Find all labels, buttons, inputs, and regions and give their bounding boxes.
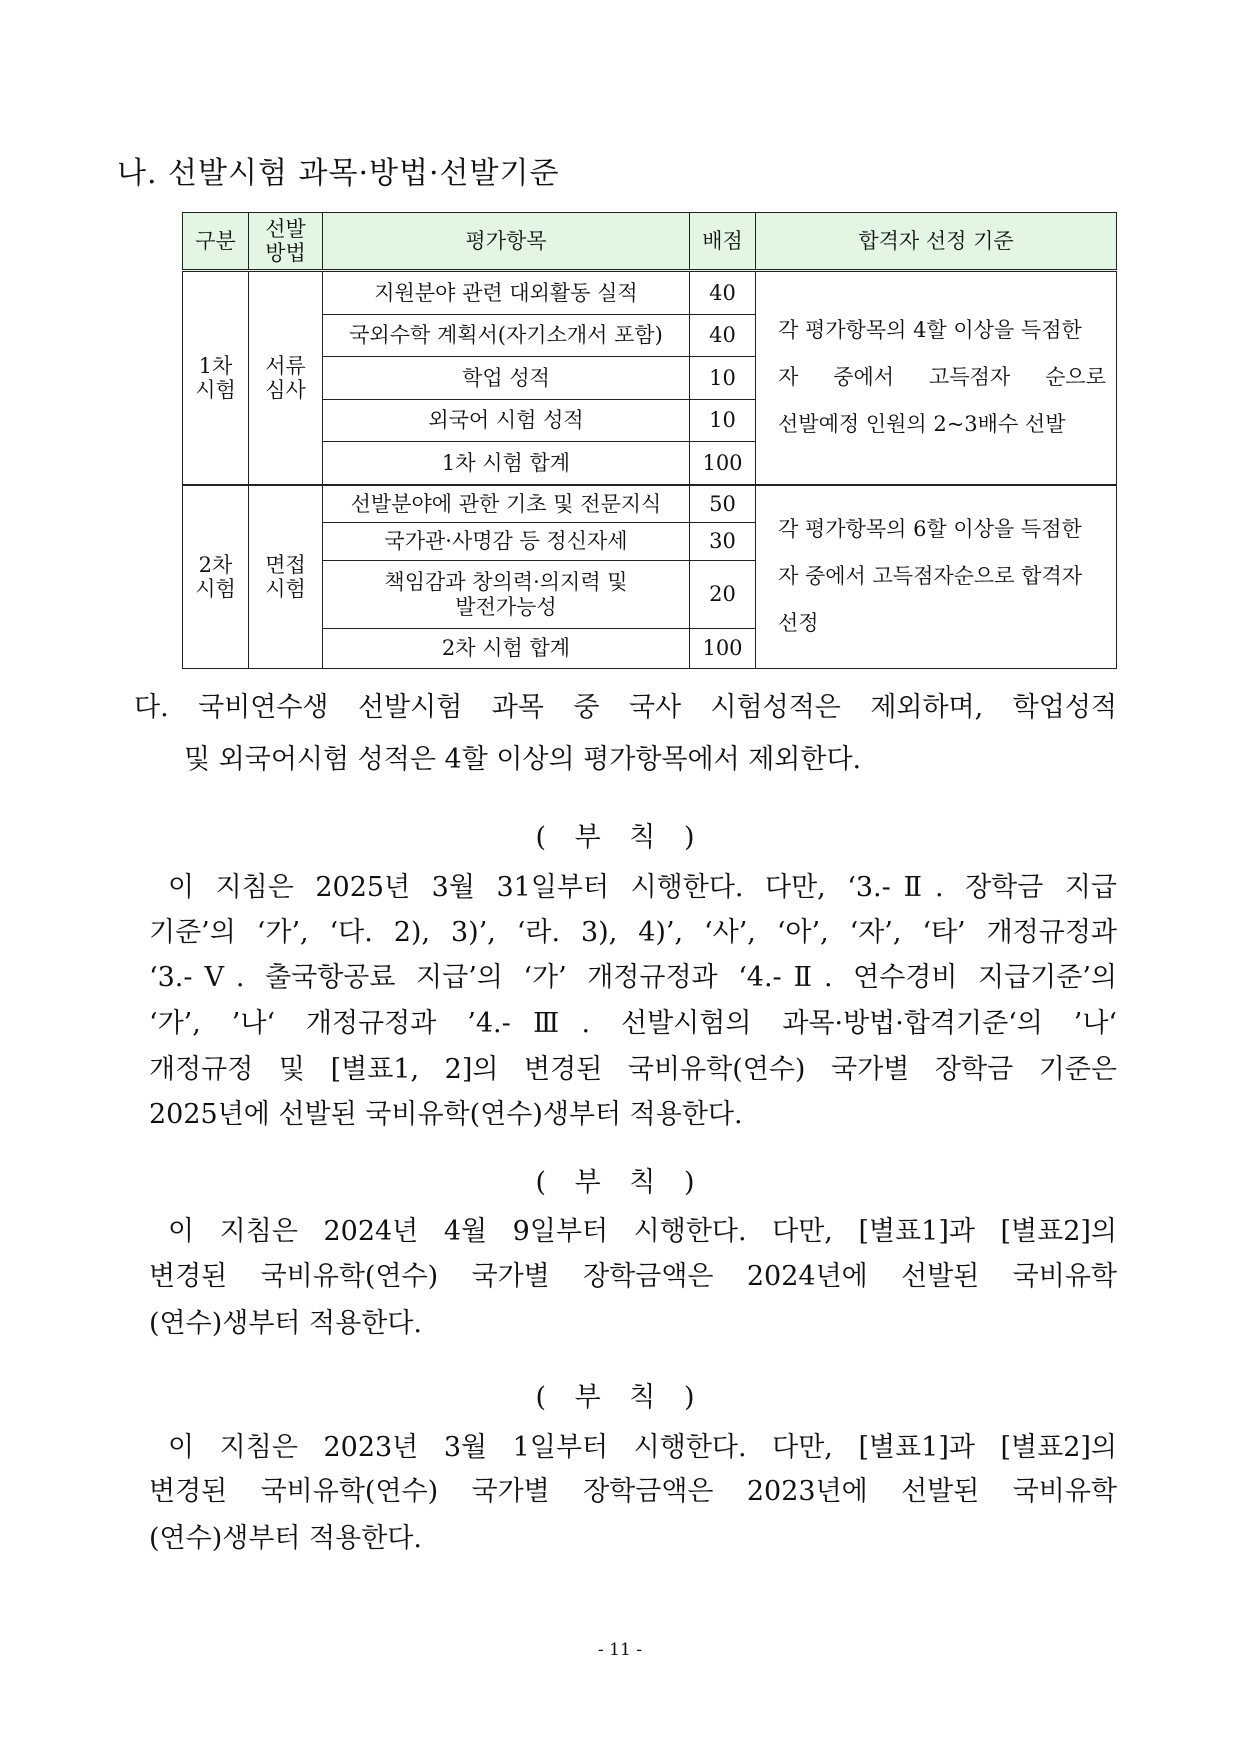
item-cell: 학업 성적 xyxy=(323,357,690,400)
paragraph-line: 2025년에 선발된 국비유학(연수)생부터 적용한다. xyxy=(149,1099,743,1130)
score-cell: 100 xyxy=(690,629,756,669)
paragraph-line: 이 지침은 2023년 3월 1일부터 시행한다. 다만, [별표1]과 [별표2]의 xyxy=(168,1432,1117,1463)
method-cell: 면접 시험 xyxy=(249,485,323,669)
item-cell: 국가관·사명감 등 정신자세 xyxy=(323,523,690,561)
paragraph-line: 이 지침은 2025년 3월 31일부터 시행한다. 다만, ‘3.-Ⅱ. 장학금 지급 xyxy=(168,872,1117,903)
header-item: 평가항목 xyxy=(323,213,690,271)
score-cell: 100 xyxy=(690,442,756,485)
paragraph-line: 기준’의 ‘가’, ‘다. 2), 3)’, ‘라. 3), 4)’, ‘사’, ‘아’, ‘자’, ‘타’ 개정규정과 xyxy=(149,917,1117,948)
stage-cell: 2차 시험 xyxy=(183,485,249,669)
item-cell: 지원분야 관련 대외활동 실적 xyxy=(323,271,690,315)
criteria-line: 선정 xyxy=(778,611,819,636)
criteria-line: 각 평가항목의 6할 이상을 득점한 xyxy=(778,517,1082,542)
item-cell: 2차 시험 합계 xyxy=(323,629,690,669)
item-cell: 선발분야에 관한 기초 및 전문지식 xyxy=(323,485,690,523)
score-cell: 30 xyxy=(690,523,756,561)
criteria-line: 자 중에서 고득점자 순으로 xyxy=(778,365,1106,390)
table-row xyxy=(183,271,1117,315)
addenda-title: ( 부 칙 ) xyxy=(535,822,705,853)
method-cell: 서류 심사 xyxy=(249,271,323,485)
paragraph-line: ‘3.-Ⅴ. 출국항공료 지급’의 ‘가’ 개정규정과 ‘4.-Ⅱ. 연수경비 지급기준’의 xyxy=(149,962,1117,993)
score-cell: 10 xyxy=(690,400,756,442)
addenda-title: ( 부 칙 ) xyxy=(535,1167,705,1198)
paragraph-line: ‘가’, ’나‘ 개정규정과 ’4.-Ⅲ. 선발시험의 과목·방법·합격기준‘의 ’나‘ xyxy=(149,1008,1117,1039)
criteria-line: 자 중에서 고득점자순으로 합격자 xyxy=(778,564,1083,589)
paragraph-line: 이 지침은 2024년 4월 9일부터 시행한다. 다만, [별표1]과 [별표2]의 xyxy=(168,1216,1117,1247)
header-criteria: 합격자 선정 기준 xyxy=(756,213,1117,271)
paragraph-line: (연수)생부터 적용한다. xyxy=(149,1523,422,1554)
criteria-cell xyxy=(756,485,1117,669)
header-method: 선발 방법 xyxy=(249,213,323,271)
page-number: - 11 - xyxy=(598,1640,642,1660)
header-category: 구분 xyxy=(183,213,249,271)
paragraph-line: 변경된 국비유학(연수) 국가별 장학금액은 2024년에 선발된 국비유학 xyxy=(149,1261,1117,1292)
item-cell: 1차 시험 합계 xyxy=(323,442,690,485)
score-cell: 10 xyxy=(690,357,756,400)
table-row xyxy=(183,485,1117,523)
selection-criteria-table xyxy=(182,212,1117,669)
paragraph-line: 다. 국비연수생 선발시험 과목 중 국사 시험성적은 제외하며, 학업성적 xyxy=(134,692,1117,723)
item-cell: 책임감과 창의력·의지력 및 발전가능성 xyxy=(323,561,690,629)
score-cell: 50 xyxy=(690,485,756,523)
paragraph-line: 개정규정 및 [별표1, 2]의 변경된 국비유학(연수) 국가별 장학금 기준은 xyxy=(149,1054,1117,1085)
paragraph-line: (연수)생부터 적용한다. xyxy=(149,1308,422,1339)
score-cell: 20 xyxy=(690,561,756,629)
score-cell: 40 xyxy=(690,271,756,315)
item-cell: 국외수학 계획서(자기소개서 포함) xyxy=(323,315,690,357)
stage-cell: 1차 시험 xyxy=(183,271,249,485)
criteria-line: 각 평가항목의 4할 이상을 득점한 xyxy=(778,318,1082,343)
score-cell: 40 xyxy=(690,315,756,357)
paragraph-line: 변경된 국비유학(연수) 국가별 장학금액은 2023년에 선발된 국비유학 xyxy=(149,1476,1117,1507)
addenda-title: ( 부 칙 ) xyxy=(535,1382,705,1413)
criteria-line: 선발예정 인원의 2~3배수 선발 xyxy=(778,412,1066,437)
header-score: 배점 xyxy=(690,213,756,271)
section-heading: 나. 선발시험 과목·방법·선발기준 xyxy=(117,156,560,191)
paragraph-line: 및 외국어시험 성적은 4할 이상의 평가항목에서 제외한다. xyxy=(184,744,862,775)
item-cell: 외국어 시험 성적 xyxy=(323,400,690,442)
criteria-cell xyxy=(756,271,1117,485)
table-header-row xyxy=(183,213,1117,271)
